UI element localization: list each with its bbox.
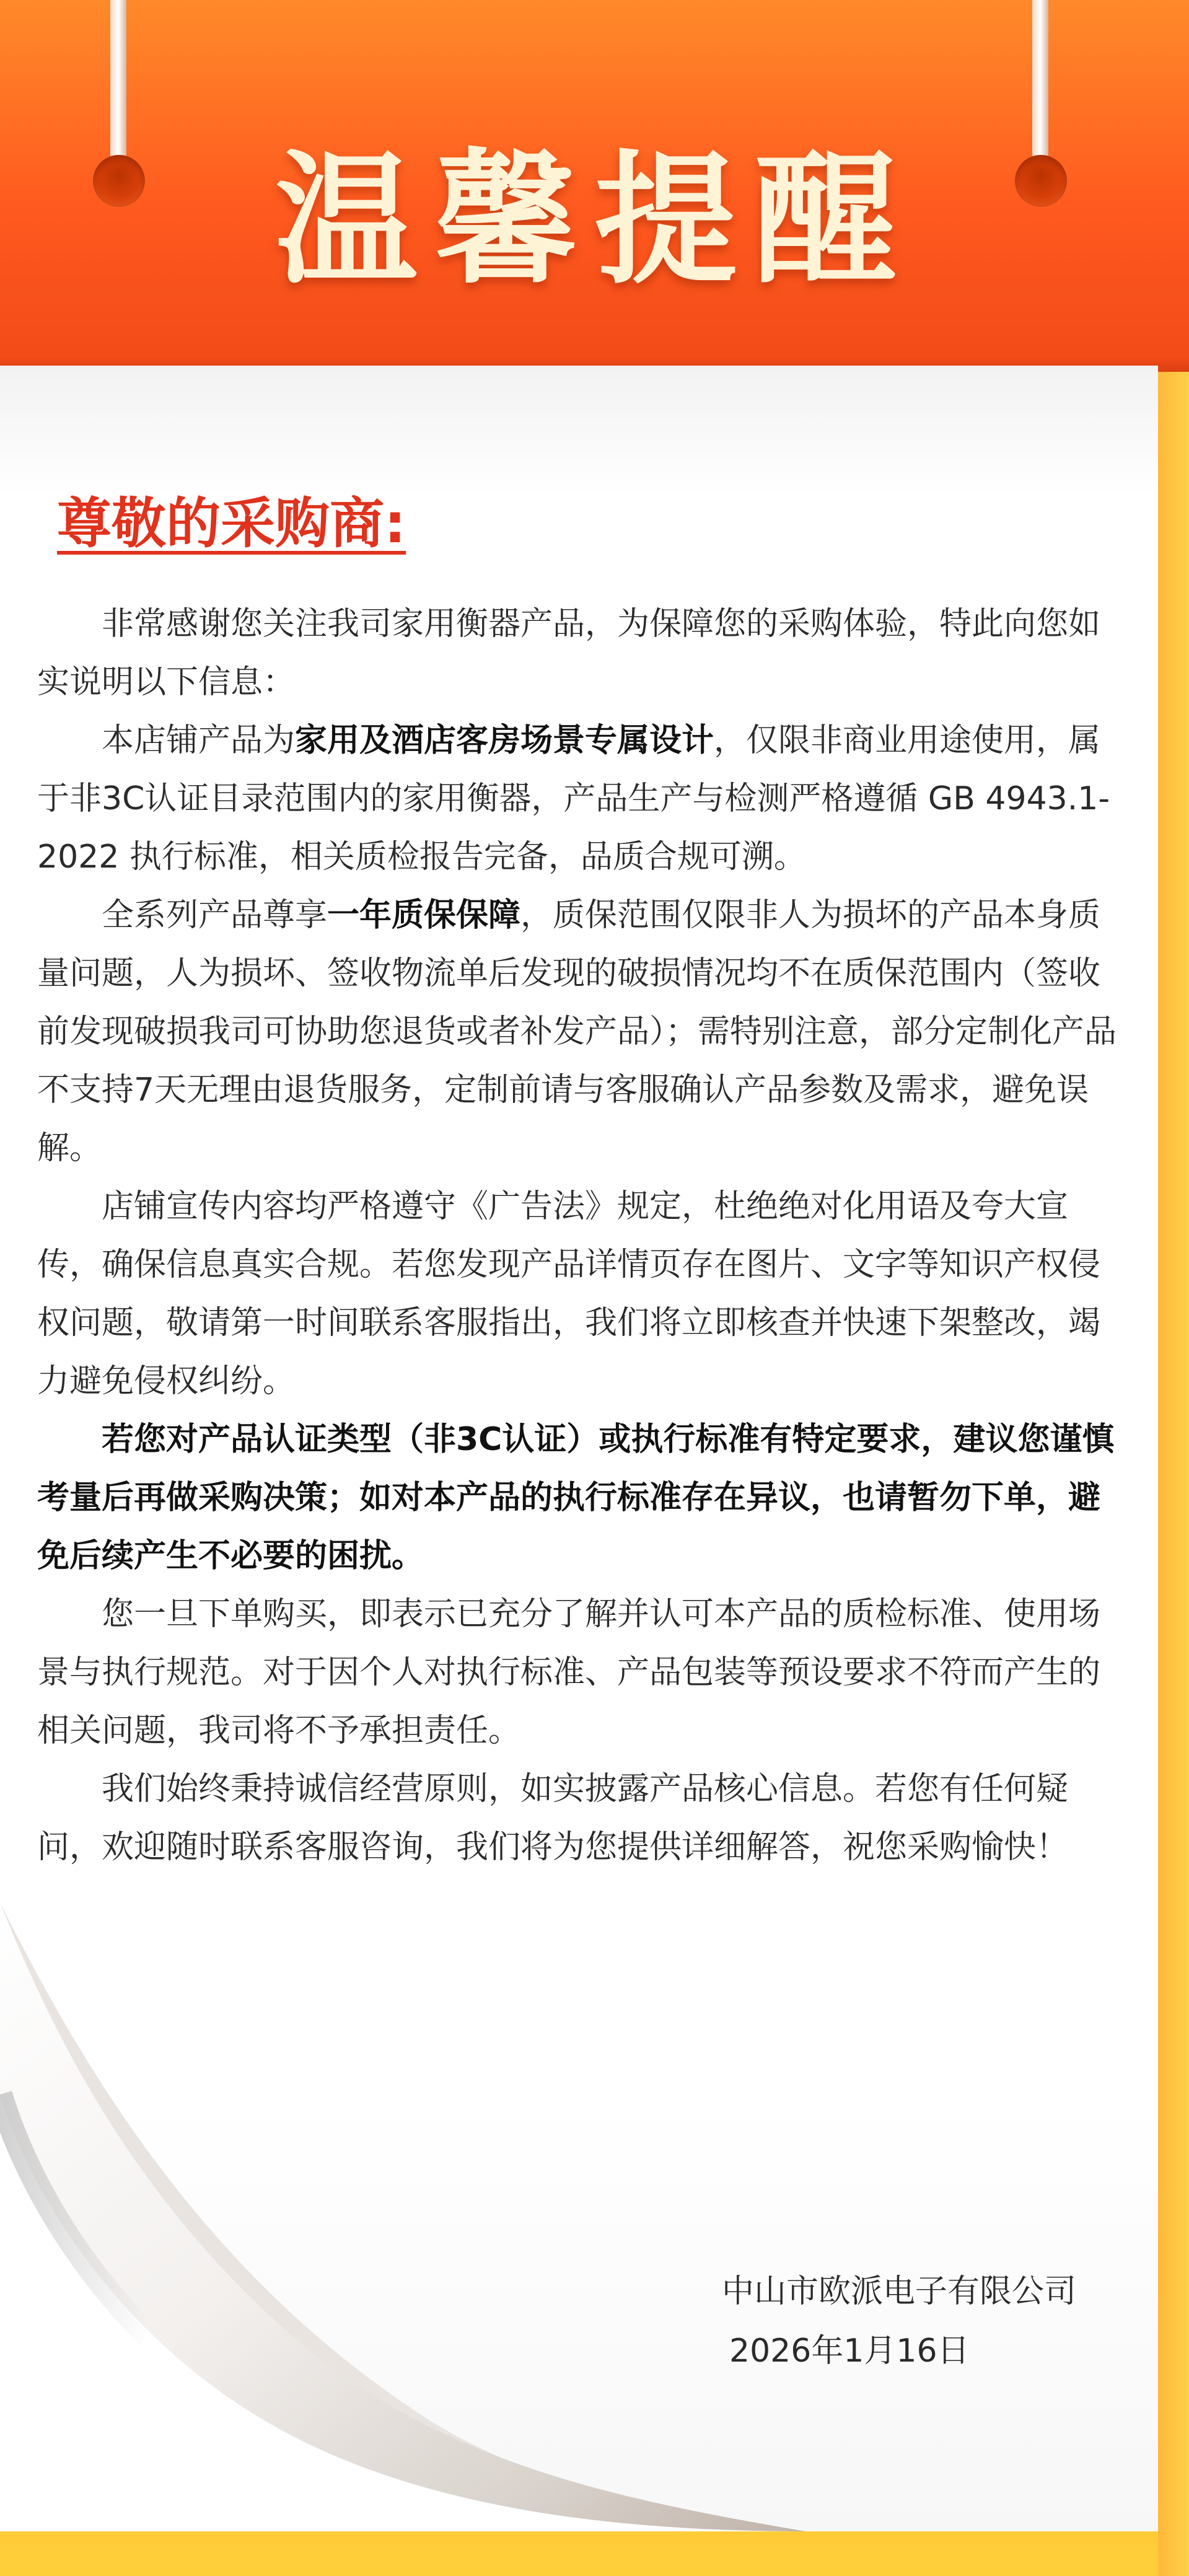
company-name: 中山市欧派电子有限公司 bbox=[722, 2273, 1077, 2310]
paragraph-intro: 非常感谢您关注我司家用衡器产品，为保障您的采购体验，特此向您如实说明以下信息： bbox=[37, 605, 1101, 701]
notice-body bbox=[37, 595, 1128, 1876]
page-curl-decoration bbox=[0, 1890, 805, 2531]
signature-block bbox=[722, 2262, 1076, 2381]
notice-title: 温馨提醒 bbox=[274, 138, 915, 304]
paragraph-purchase-consent: 您一旦下单购买，即表示已充分了解并认可本产品的质检标准、使用场景与执行规范。对于因个人对执行标准、产品包装等预设要求不符而产生的相关问题，我司将不予承担责任。 bbox=[37, 1596, 1101, 1749]
paragraph-certification-warning: 若您对产品认证类型（非3C认证）或执行标准有特定要求，建议您谨慎考量后再做采购决策；如对本产品的执行标准存在异议，也请暂勿下单，避免后续产生不必要的困扰。 bbox=[37, 1421, 1115, 1575]
paragraph-product-scope bbox=[37, 711, 1128, 886]
paragraph-text: 本店铺产品为 bbox=[102, 722, 296, 759]
paragraph-text: ，仅限非商业用途使用，属于非3C认证目录范围内的家用衡器，产品生产与检测严格遵循 GB 4943.1-2022 执行标准，相关质检报告完备，品质合规可溯。 bbox=[37, 722, 1110, 876]
paragraph-text: ，质保范围仅限非人为损坏的产品本身质量问题，人为损坏、签收物流单后发现的破损情况均不在质保范围内（签收前发现破损我司可协助您退货或者补发产品）；需特别注意，部分定制化产品不支持7天无理由退货服务，定制前请与客服确认产品参数及需求，避免误解。 bbox=[37, 897, 1117, 1167]
paragraph-closing: 我们始终秉持诚信经营原则，如实披露产品核心信息。若您有任何疑问，欢迎随时联系客服咨询，我们将为您提供详细解答，祝您采购愉快！ bbox=[37, 1770, 1069, 1866]
emphasis-text: 家用及酒店客房场景专属设计 bbox=[295, 722, 714, 759]
signature-date: 2026年1月16日 bbox=[729, 2332, 970, 2370]
paragraph-advertising: 店铺宣传内容均严格遵守《广告法》规定，杜绝绝对化用语及夸大宣传，确保信息真实合规。若您发现产品详情页存在图片、文字等知识产权侵权问题，敬请第一时间联系客服指出，我们将立即核查并快速下架整改，竭力避免侵权纠纷。 bbox=[37, 1188, 1101, 1400]
header-banner bbox=[0, 0, 1189, 372]
paper-side-border bbox=[1158, 372, 1189, 2576]
paragraph-warranty bbox=[37, 886, 1128, 1177]
greeting-heading: 尊敬的采购商: bbox=[57, 491, 406, 555]
emphasis-text: 一年质保保障 bbox=[327, 897, 521, 934]
paragraph-text: 全系列产品尊享 bbox=[102, 897, 328, 934]
